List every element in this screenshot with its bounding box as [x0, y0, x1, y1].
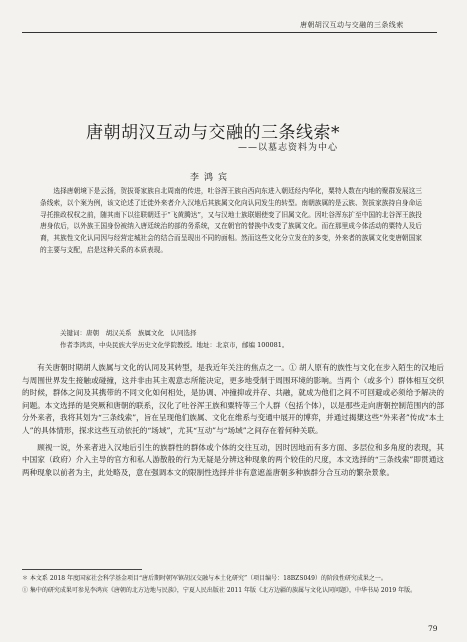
- body-text: [22, 362, 444, 483]
- keywords: 关键词：唐朝 胡汉关系 族属文化 认同选择: [60, 329, 197, 337]
- footnote-rule: [22, 569, 142, 570]
- footnotes: [22, 574, 444, 597]
- footnote: ＊ 本文系 2018 年度国家社会科学基金项目“唐后期时朝军镇胡汉交融与本土化研究”（项目编号：18BZS049）的阶段性研究成果之一。: [22, 575, 387, 582]
- title-footnote-marker: *: [331, 123, 340, 143]
- body-paragraph: 顾视一说，外来者进入汉地后引生的族群性的群体或个体的交往互动，因时因地而有多方面、多层位和多角度的表现，其中国家（政府）介入主导的官方和私人游散般的行为无疑是分辨这种现象的两个较佳的尺度，本文选择的“三条线索”即贯通这两种现象以前者为主，此处略及，意在强调本文的限制性选择并非有意遮盖唐朝多种族群分合互动的繁杂景象。: [22, 442, 444, 477]
- author-name: 李鸿宾: [190, 173, 233, 183]
- article-subtitle: ——以墓志资料为中心: [238, 143, 339, 153]
- page-number: 79: [428, 624, 438, 633]
- article-title-text: 唐朝胡汉互动与交融的三条线索: [86, 123, 331, 143]
- footnote: ① 集中的研究成果可参见李鸿宾《唐朝的北方边地与民族》，宁夏人民出版社 2011 年版《北方边疆的族属与文化认同问题》，中华书局 2019 年版。: [22, 586, 417, 594]
- running-head: 唐朝胡汉互动与交融的三条线索: [300, 21, 404, 29]
- abstract: [40, 186, 422, 257]
- header-rule: [22, 32, 437, 33]
- body-paragraph: 有关唐朝时期胡人族属与文化的认同及其转型，是我近年关注的焦点之一。① 胡人原有的族性与文化在步入陌生的汉地后与周围世界发生接触或碰撞，这并非由其主观意志所能决定，更多地受制于周围环境的影响。当两个（或多个）群体相互交织的时候，群体之间及其携带的不同文化如何相处，是协调、冲撞抑或并存、共融，就成为他们之间不可回避或必须给予解决的问题。本文选择的是突厥和唐朝的联系，汉化了吐谷浑王族和粟特等三个人群（包括个体），以是那些走向唐朝控制范围内的部分外来者，我将其划为“三条线索”，旨在呈现他们族属、文化在维系与变通中展开的博弈，并通过揭橥这些“外来者”传成“本土人”的具体情形，探求这些互动依托的“场域”，尤其“互动”与“场域”之间存在着何种关联。: [22, 363, 444, 435]
- author-affiliation: 作者李鸿宾，中央民族大学历史文化学院教授。地址：北京市，邮编 100081。: [60, 341, 289, 349]
- abstract-text: 选择唐朝境下是云扬，贺拔哥家族自北周南的传进，吐谷浑王族自西向东进入朝廷经内华化，粟特人数在内地的聚群发展这三条线索，以个案为例，该文论述了迁徙外来者介入汉地后其族属文化向认同发生的转型。南朝族属的是云族、贺拔家族持自身命运寻托推政权权之前，随其南下以往联朝廷于“飞黄腾达”，又与汉地士族联姻使变了旧属文化。因吐谷浑东扩至中国的北谷浑王族投唐身依后，以外族王国身份被纳入唐廷统治的部的务系统，又在朝官的替换中改变了族属文化。而在那里成今体活动的粟特人及后裔，其族性文化认同因与经营定城社会的结合而呈现出不同的面相。然而这些文化分立发在的多变，外来者的族属文化变唐朝国家的主要与支配，启是这种关系的本质表现。: [40, 187, 422, 254]
